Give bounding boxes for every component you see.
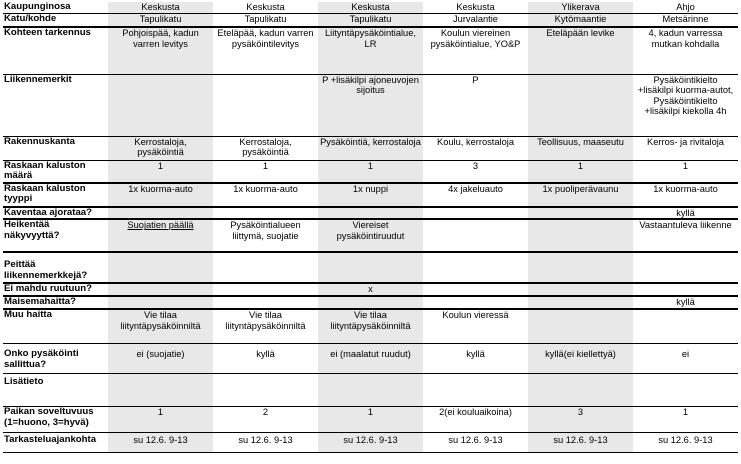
- table-cell: [528, 252, 633, 283]
- table-cell: Tapulikatu: [318, 13, 423, 27]
- table-cell: [528, 207, 633, 220]
- table-cell: [213, 283, 318, 296]
- table-row: [3, 136, 738, 160]
- header-cell: Keskusta: [213, 2, 318, 13]
- table-cell: Eteläpää, kadun varren pysäköintilevitys: [213, 27, 318, 74]
- table-cell: su 12.6. 9-13: [213, 433, 318, 453]
- table-cell: P: [423, 74, 528, 136]
- table-cell: [318, 296, 423, 309]
- table-cell: [213, 252, 318, 283]
- table-cell: Koulun viereinen pysäköintialue, YO&P: [423, 27, 528, 74]
- table-cell: Eteläpään levike: [528, 27, 633, 74]
- table-cell: 1x puoliperävaunu: [528, 183, 633, 207]
- header-row: [3, 2, 738, 13]
- table-cell: [318, 252, 423, 283]
- table-cell: [108, 283, 213, 296]
- table-cell: [528, 374, 633, 407]
- table-cell: [213, 374, 318, 407]
- table-cell: kyllä: [213, 344, 318, 374]
- table-cell: 1: [528, 160, 633, 183]
- row-label: Liikennemerkit: [3, 74, 108, 136]
- table-row: [3, 296, 738, 309]
- table-cell: kyllä: [633, 296, 738, 309]
- row-label: Ei mahdu ruutuun?: [3, 283, 108, 296]
- table-row: [3, 344, 738, 374]
- row-label: Raskaan kaluston määrä: [3, 160, 108, 183]
- table-cell: Tapulikatu: [213, 13, 318, 27]
- table-row: [3, 27, 738, 74]
- table-cell: x: [318, 283, 423, 296]
- table-cell: [423, 296, 528, 309]
- table-cell: ei (suojatie): [108, 344, 213, 374]
- header-cell: Kaupunginosa: [3, 2, 108, 13]
- table-cell: 1: [633, 160, 738, 183]
- header-cell: Ahjo: [633, 2, 738, 13]
- header-cell: Keskusta: [108, 2, 213, 13]
- table-cell: Liityntäpysäköintialue, LR: [318, 27, 423, 74]
- table-cell: Kerrostaloja, pysäköintiä: [108, 136, 213, 160]
- table-cell: [633, 374, 738, 407]
- table-cell: Vie tilaa liityntäpysäköinniltä: [108, 309, 213, 344]
- comparison-table: [3, 2, 738, 453]
- table-cell: 4, kadun varressa mutkan kohdalla: [633, 27, 738, 74]
- table-cell: [108, 252, 213, 283]
- table-cell: 1x kuorma-auto: [633, 183, 738, 207]
- row-label: Heikentää näkyvyyttä?: [3, 219, 108, 252]
- table-cell: [633, 252, 738, 283]
- table-cell: [423, 207, 528, 220]
- row-label: Rakennuskanta: [3, 136, 108, 160]
- table-row: [3, 374, 738, 407]
- table-cell: Metsärinne: [633, 13, 738, 27]
- table-cell: 2: [213, 407, 318, 433]
- row-label: Onko pysäköinti sallittua?: [3, 344, 108, 374]
- header-cell: Keskusta: [318, 2, 423, 13]
- row-label: Kaventaa ajorataa?: [3, 207, 108, 220]
- table-cell: 1: [633, 407, 738, 433]
- table-cell: Viereiset pysäköintiruudut: [318, 219, 423, 252]
- table-cell: 3: [528, 407, 633, 433]
- table-row: [3, 433, 738, 453]
- table-cell: kyllä: [633, 207, 738, 220]
- table-row: [3, 74, 738, 136]
- header-cell: Keskusta: [423, 2, 528, 13]
- table-row: [3, 407, 738, 433]
- table-cell: [213, 296, 318, 309]
- table-cell: 1: [213, 160, 318, 183]
- table-cell: ei (maalatut ruudut): [318, 344, 423, 374]
- table-cell: Koulu, kerrostaloja: [423, 136, 528, 160]
- row-label: Paikan soveltuvuus (1=huono, 3=hyvä): [3, 407, 108, 433]
- table-cell: Kytömaantie: [528, 13, 633, 27]
- table-cell: 3: [423, 160, 528, 183]
- table-cell: [318, 207, 423, 220]
- table-cell: Pysäköintiä, kerrostaloja: [318, 136, 423, 160]
- table-cell: kyllä(ei kiellettyä): [528, 344, 633, 374]
- table-cell: Vie tilaa liityntäpysäköinniltä: [213, 309, 318, 344]
- row-label: Muu haitta: [3, 309, 108, 344]
- table-row: [3, 309, 738, 344]
- table-cell: su 12.6. 9-13: [108, 433, 213, 453]
- table-body: [3, 2, 738, 453]
- table-cell: [108, 74, 213, 136]
- table-cell: [528, 296, 633, 309]
- table-cell: 4x jakeluauto: [423, 183, 528, 207]
- table-cell: [108, 374, 213, 407]
- table-cell: su 12.6. 9-13: [423, 433, 528, 453]
- table-row: [3, 283, 738, 296]
- table-cell: Teollisuus, maaseutu: [528, 136, 633, 160]
- table-cell: Pysäköintialueen liittymä, suojatie: [213, 219, 318, 252]
- row-label: Lisätieto: [3, 374, 108, 407]
- table-cell: Suojatien päällä: [108, 219, 213, 252]
- table-cell: 2(ei kouluaikoina): [423, 407, 528, 433]
- row-label: Kohteen tarkennus: [3, 27, 108, 74]
- table-cell: [318, 374, 423, 407]
- table-row: [3, 183, 738, 207]
- table-cell: [213, 207, 318, 220]
- table-cell: Tapulikatu: [108, 13, 213, 27]
- table-cell: [528, 74, 633, 136]
- table-cell: 1x kuorma-auto: [213, 183, 318, 207]
- table-cell: [423, 219, 528, 252]
- table-cell: Kerros- ja rivitaloja: [633, 136, 738, 160]
- table-cell: [423, 374, 528, 407]
- table-cell: [213, 74, 318, 136]
- table-cell: [423, 283, 528, 296]
- table-cell: Vastaantuleva liikenne: [633, 219, 738, 252]
- table-cell: su 12.6. 9-13: [633, 433, 738, 453]
- table-cell: Pohjoispää, kadun varren levitys: [108, 27, 213, 74]
- row-label: Peittää liikennemerkkejä?: [3, 252, 108, 283]
- table-cell: kyllä: [423, 344, 528, 374]
- row-label: Maisemahaitta?: [3, 296, 108, 309]
- table-cell: [528, 283, 633, 296]
- table-cell: 1x nuppi: [318, 183, 423, 207]
- table-row: [3, 160, 738, 183]
- table-cell: Koulun vieressä: [423, 309, 528, 344]
- row-label: Raskaan kaluston tyyppi: [3, 183, 108, 207]
- table-row: [3, 252, 738, 283]
- table-cell: 1: [108, 407, 213, 433]
- table-cell: [108, 296, 213, 309]
- table-cell: 1x kuorma-auto: [108, 183, 213, 207]
- table-row: [3, 219, 738, 252]
- table-cell: [633, 309, 738, 344]
- table-cell: su 12.6. 9-13: [318, 433, 423, 453]
- header-cell: Ylikerava: [528, 2, 633, 13]
- table-cell: [423, 252, 528, 283]
- table-cell: 1: [108, 160, 213, 183]
- table-cell: Jurvalantie: [423, 13, 528, 27]
- table-cell: 1: [318, 407, 423, 433]
- table-cell: P +lisäkilpi ajoneuvojen sijoitus: [318, 74, 423, 136]
- table-row: [3, 207, 738, 220]
- row-label: Katu/kohde: [3, 13, 108, 27]
- table-cell: [528, 219, 633, 252]
- table-cell: ei: [633, 344, 738, 374]
- table-cell: [108, 207, 213, 220]
- table-cell: [528, 309, 633, 344]
- table-cell: Pysäköintikielto +lisäkilpi kuorma-autot, Pysäköintikielto +lisäkilpi kiekolla 4h: [633, 74, 738, 136]
- row-label: Tarkasteluajankohta: [3, 433, 108, 453]
- table-cell: 1: [318, 160, 423, 183]
- table-cell: [633, 283, 738, 296]
- table-cell: su 12.6. 9-13: [528, 433, 633, 453]
- table-cell: Kerrostaloja, pysäköintiä: [213, 136, 318, 160]
- table-row: [3, 13, 738, 27]
- table-cell: Vie tilaa liityntäpysäköinniltä: [318, 309, 423, 344]
